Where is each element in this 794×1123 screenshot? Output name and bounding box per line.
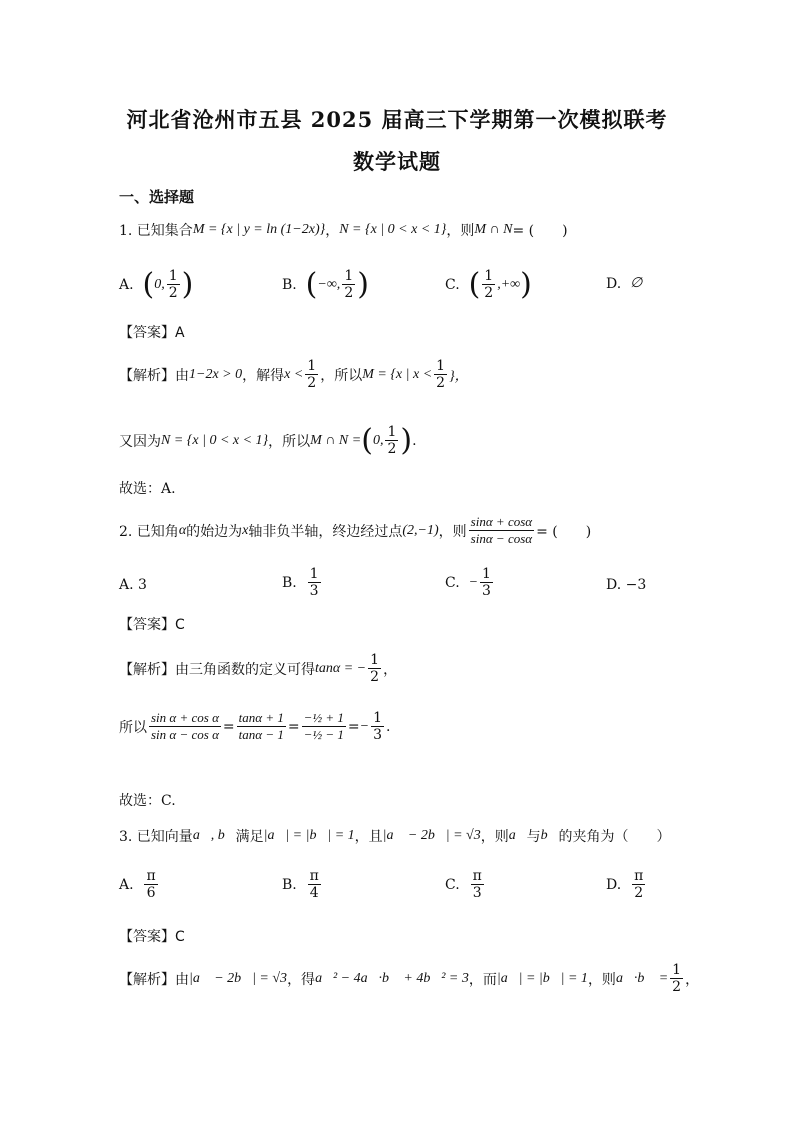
frac-num: 1 — [387, 424, 397, 440]
q2-option-a: A. 3 — [119, 577, 147, 593]
q3-option-b — [282, 868, 323, 901]
option-label: B. — [282, 574, 297, 591]
document-title: 河北省沧州市五县 2025 届高三下学期第一次模拟联考 — [126, 107, 668, 132]
option-label: C. — [445, 276, 460, 293]
paren-right: ) — [357, 266, 369, 302]
paren-right: ) — [181, 266, 194, 302]
text: 的始边为 — [186, 523, 243, 540]
q2-choose: 故选：C. — [119, 793, 176, 809]
math: (2,−1) — [402, 522, 439, 538]
text: ，所以 — [268, 433, 311, 450]
question-2-stem — [119, 514, 591, 547]
paren-right: ) — [520, 266, 532, 302]
text: 又因为 — [119, 433, 161, 450]
option-label: B. — [282, 876, 297, 893]
fraction — [371, 710, 384, 743]
text: ，且 — [354, 829, 383, 845]
fraction — [305, 358, 318, 391]
frac-num: 1 — [344, 268, 354, 284]
text: 轴非负半轴，终边经过点 — [248, 523, 403, 540]
math: M = {x | x < — [362, 366, 433, 382]
fraction — [385, 424, 398, 457]
math: |a⃗ − 2b⃗| = √3 — [382, 828, 481, 843]
text: ，得 — [287, 971, 316, 988]
frac-num: π — [309, 868, 319, 884]
math: |a⃗| = |b⃗| = 1 — [263, 828, 355, 843]
option-value: 0, — [154, 276, 165, 292]
paren-left: ( — [468, 266, 481, 302]
option-label: A. — [119, 876, 134, 893]
q1-option-a — [119, 268, 193, 301]
math: N = {x | 0 < x < 1} — [161, 432, 269, 448]
option-label: A. — [119, 276, 134, 293]
paren-right: ) — [400, 422, 413, 458]
frac-den: 2 — [672, 979, 682, 995]
frac-num: 1 — [484, 268, 494, 284]
text: ，所以 — [320, 367, 363, 384]
q1-solution-line1 — [119, 358, 469, 391]
fraction — [308, 566, 321, 599]
text: ，解得 — [242, 367, 285, 384]
q3-option-d — [606, 868, 647, 901]
frac-num: sin α + cos α — [151, 710, 219, 725]
text: 3. 已知向量 — [119, 829, 193, 845]
fraction — [342, 268, 355, 301]
question-1-stem — [119, 220, 568, 240]
q2-option-c — [445, 566, 495, 599]
fraction — [434, 358, 447, 391]
math: |a⃗ − 2b⃗| = √3 — [189, 970, 288, 986]
q1-solution-line2 — [119, 424, 417, 457]
math: a⃗² − 4a⃗·b⃗ + 4b⃗² = 3 — [315, 970, 469, 986]
paren-left: ( — [142, 266, 155, 302]
frac-den: 3 — [472, 885, 482, 901]
frac-den: 3 — [309, 583, 319, 599]
q2-option-b — [282, 566, 323, 599]
math: − — [359, 718, 370, 734]
frac-num: 1 — [168, 268, 178, 284]
frac-den: 2 — [387, 441, 397, 457]
solution-label: 【解析】由三角函数的定义可得 — [119, 661, 315, 678]
frac-den: 3 — [373, 727, 383, 743]
q1-option-d — [606, 275, 642, 292]
math: x < — [284, 366, 304, 382]
q2-answer: 【答案】C — [119, 617, 185, 633]
frac-den: sinα − cosα — [470, 531, 533, 546]
text: ， — [383, 661, 398, 678]
option-label: D. — [606, 275, 622, 292]
frac-num: 1 — [370, 652, 380, 668]
fraction — [308, 868, 321, 901]
math: 1−2x > 0 — [189, 366, 243, 382]
text: 与 — [526, 829, 541, 845]
math: − — [468, 574, 479, 590]
option-label: C. — [445, 574, 460, 591]
q1-intersection: M ∩ N — [474, 222, 513, 237]
question-3-stem — [119, 826, 671, 846]
solution-label: 【解析】由 — [119, 367, 189, 384]
frac-num: −½ + 1 — [303, 710, 344, 725]
fraction — [632, 868, 645, 901]
math: x — [242, 522, 249, 538]
fraction — [471, 868, 484, 901]
frac-den: 6 — [146, 885, 156, 901]
q1-answer: 【答案】A — [119, 325, 185, 341]
fraction — [480, 566, 493, 599]
frac-den: 2 — [634, 885, 644, 901]
text: 满足 — [235, 829, 264, 845]
frac-num: 1 — [436, 358, 446, 374]
option-value: −∞, — [317, 276, 341, 292]
frac-num: 1 — [672, 962, 682, 978]
fraction — [469, 514, 534, 547]
text: ，则 — [480, 829, 509, 845]
equals: = — [222, 718, 235, 735]
text: 的夹角为（ ） — [558, 829, 671, 845]
text: = ( ) — [536, 523, 592, 540]
text: ， — [685, 971, 700, 988]
frac-num: 1 — [482, 566, 491, 582]
math: |a⃗| = |b⃗| = 1 — [496, 970, 588, 986]
option-label: C. — [445, 876, 460, 893]
text: 所以 — [119, 719, 147, 736]
fraction — [670, 962, 683, 995]
math: }， — [449, 368, 469, 384]
frac-num: π — [146, 868, 156, 884]
frac-den: 2 — [370, 669, 380, 685]
math: tanα = − — [315, 660, 367, 676]
fraction — [482, 268, 495, 301]
frac-num: tanα + 1 — [238, 710, 284, 725]
text: ，而 — [468, 971, 497, 988]
frac-den: tanα − 1 — [238, 727, 284, 742]
frac-num: sinα + cosα — [470, 514, 533, 529]
document-subtitle: 数学试题 — [353, 149, 441, 174]
frac-den: −½ − 1 — [303, 727, 344, 742]
fraction — [167, 268, 180, 301]
frac-num: 1 — [373, 710, 383, 726]
frac-den: 3 — [482, 583, 491, 599]
paren-left: ( — [305, 266, 318, 302]
q1-set-n: N = {x | 0 < x < 1} — [339, 222, 447, 237]
fraction — [144, 868, 157, 901]
q2-option-d: D. −3 — [606, 577, 647, 593]
math: 0, — [372, 432, 384, 448]
paren-left: ( — [361, 422, 373, 458]
frac-den: 2 — [344, 285, 354, 301]
fraction — [237, 710, 286, 743]
frac-den: 4 — [309, 885, 319, 901]
math: α — [178, 522, 187, 538]
q2-solution-line2 — [119, 710, 390, 743]
frac-den: 2 — [307, 375, 317, 391]
math: a⃗, b⃗ — [192, 828, 236, 843]
option-label: D. — [606, 876, 622, 893]
option-value: ,+∞ — [497, 276, 521, 292]
q3-option-c — [445, 868, 486, 901]
math: a⃗ — [508, 828, 527, 843]
q1-text: 1. 已知集合 — [119, 223, 193, 239]
frac-den: sin α − cos α — [151, 727, 219, 742]
fraction — [149, 710, 221, 743]
q1-set-m: M = {x | y = ln (1−2x)} — [192, 222, 326, 237]
solution-label: 【解析】由 — [119, 971, 189, 988]
section-heading: 一、选择题 — [119, 188, 195, 206]
q2-solution-line1 — [119, 652, 397, 685]
text: 2. 已知角 — [119, 523, 179, 540]
q1-comma: ， — [325, 223, 340, 239]
q3-option-a — [119, 868, 160, 901]
text: . — [386, 718, 391, 735]
math: a⃗·b⃗ = — [615, 970, 669, 986]
text: . — [412, 432, 417, 449]
option-value: ∅ — [630, 276, 643, 291]
equals: = — [287, 718, 300, 735]
equals: = — [347, 718, 360, 735]
q3-answer: 【答案】C — [119, 929, 185, 945]
text: ，则 — [587, 971, 616, 988]
fraction — [302, 710, 346, 743]
q1-option-b — [282, 268, 369, 301]
frac-num: π — [634, 868, 644, 884]
frac-den: 2 — [168, 285, 178, 301]
frac-num: 1 — [309, 566, 319, 582]
q1-then: ，则 — [446, 223, 475, 239]
option-label: B. — [282, 276, 297, 293]
frac-num: π — [472, 868, 482, 884]
frac-den: 2 — [436, 375, 446, 391]
math: M ∩ N = — [310, 432, 362, 448]
math: b⃗ — [540, 828, 559, 843]
frac-den: 2 — [484, 285, 494, 301]
q1-blank: = ( ) — [512, 223, 568, 239]
q3-solution-line1 — [119, 962, 699, 995]
q1-option-c — [445, 268, 532, 301]
fraction — [368, 652, 381, 685]
q1-choose: 故选：A. — [119, 481, 176, 497]
frac-num: 1 — [307, 358, 317, 374]
text: ，则 — [438, 523, 467, 540]
